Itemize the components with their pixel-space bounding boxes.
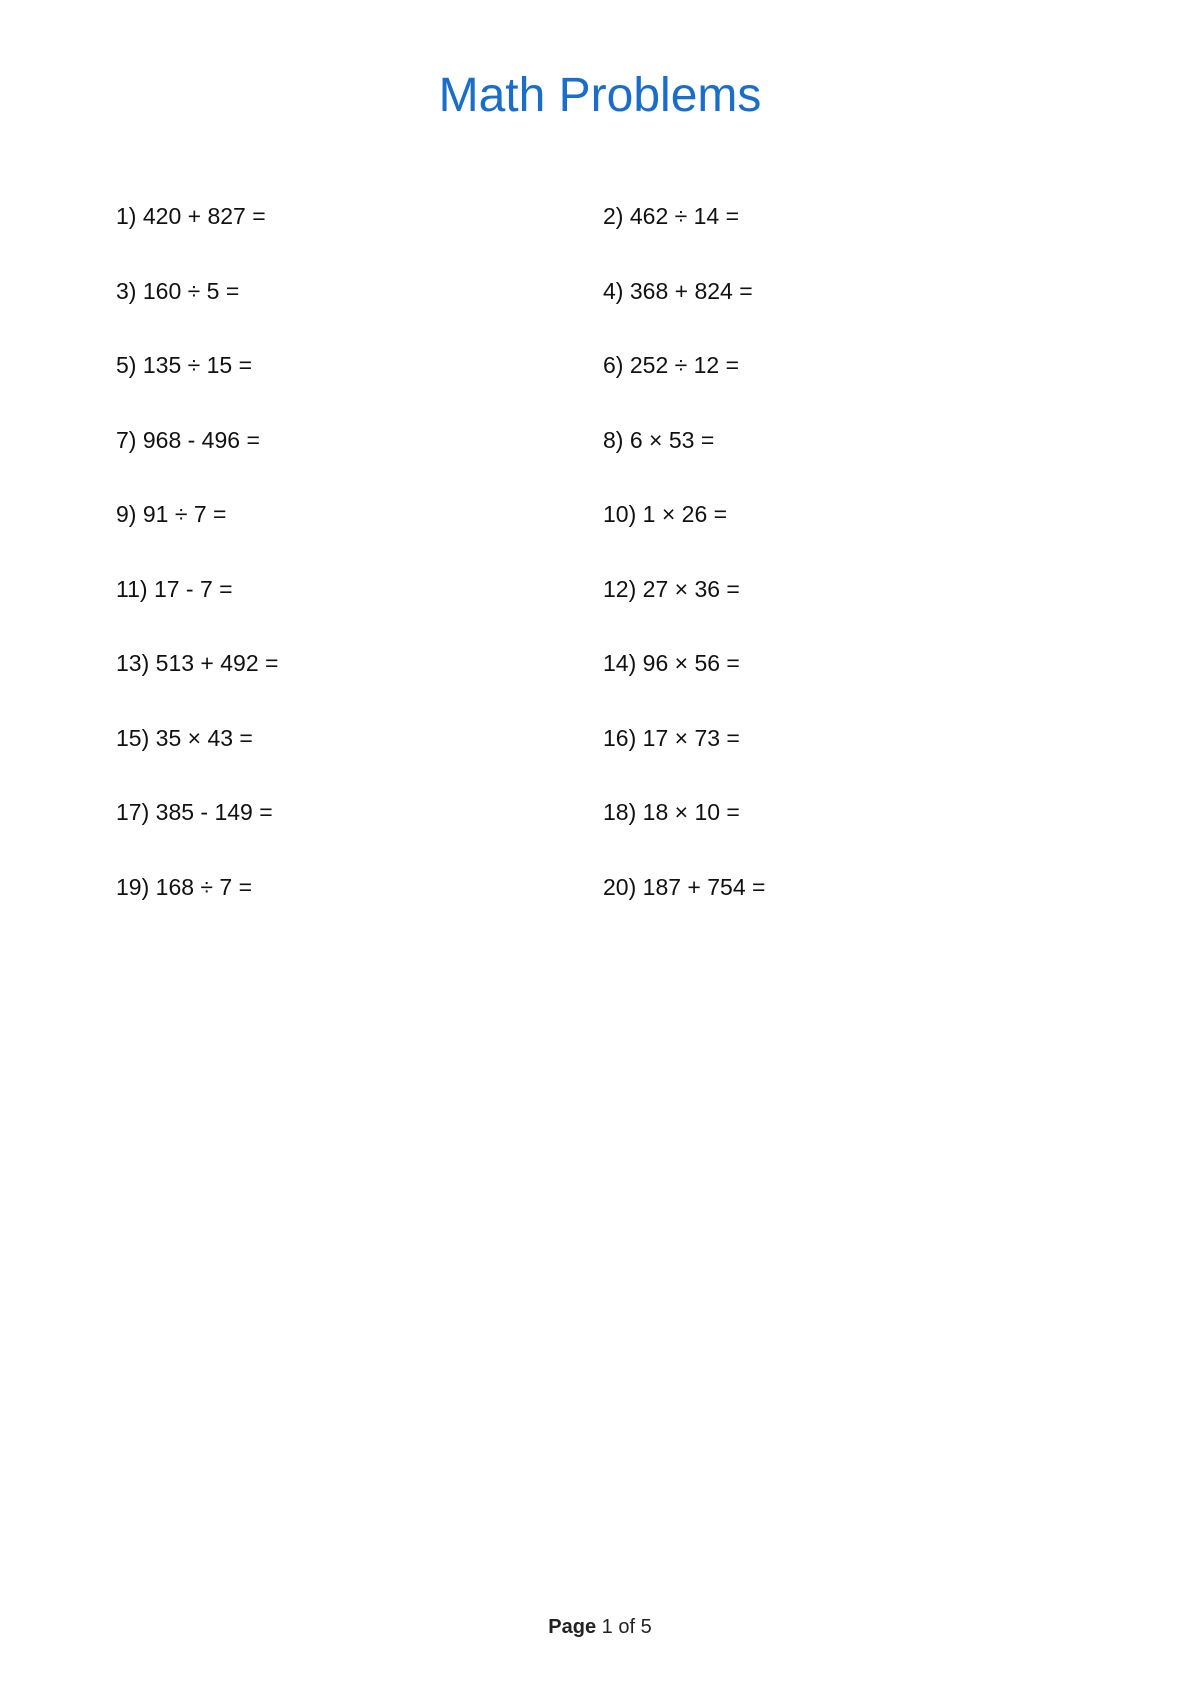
problem-item	[116, 722, 603, 797]
problem-item	[116, 871, 603, 946]
problem-number: 6 )	[603, 352, 630, 378]
problem-expression: 96 × 56 =	[642, 650, 740, 676]
problem-expression: 27 × 36 =	[642, 575, 740, 602]
problem-number: 4 )	[603, 278, 630, 304]
problem-list	[116, 200, 1116, 945]
problem-expression: 168 ÷ 7 =	[155, 873, 253, 900]
problem-expression: 513 + 492 =	[155, 650, 279, 676]
problem-number: 13 )	[116, 650, 156, 676]
page-title: Math Problems	[438, 69, 762, 122]
problem-number: 1 )	[116, 203, 143, 229]
problem-number: 9 )	[116, 501, 143, 527]
problem-item	[603, 871, 1090, 946]
problem-number: 10 )	[603, 501, 643, 527]
problem-expression: 968 - 496 =	[142, 426, 260, 453]
problem-item	[116, 275, 603, 350]
problem-item	[603, 722, 1090, 797]
problem-number: 15 )	[116, 725, 156, 751]
of-label: of	[618, 1616, 636, 1638]
problem-number: 14 )	[603, 650, 643, 676]
problem-item	[116, 424, 603, 499]
problem-number: 20 )	[603, 874, 643, 900]
problem-item	[116, 796, 603, 871]
problem-item	[116, 647, 603, 722]
page-label: Page	[548, 1616, 597, 1638]
problem-item	[603, 647, 1090, 722]
problem-number: 11 )	[116, 576, 154, 602]
total-pages-number: 5	[640, 1616, 652, 1638]
page-footer	[0, 1613, 1200, 1641]
problem-item	[603, 573, 1090, 648]
current-page-number: 1	[601, 1616, 613, 1638]
problem-expression: 35 × 43 =	[155, 724, 253, 751]
problem-item	[603, 349, 1090, 424]
problem-expression: 187 + 754 =	[642, 873, 766, 900]
problem-number: 19 )	[116, 874, 156, 900]
problem-number: 3 )	[116, 278, 143, 304]
problem-expression: 135 ÷ 15 =	[142, 352, 253, 378]
problem-number: 18 )	[603, 799, 643, 825]
problem-number: 12 )	[603, 576, 643, 602]
problem-number: 17 )	[116, 799, 156, 825]
problem-number: 7 )	[116, 427, 143, 453]
problem-number: 2 )	[603, 203, 630, 229]
problem-expression: 462 ÷ 14 =	[629, 203, 740, 229]
problem-item	[116, 498, 603, 573]
problem-expression: 160 ÷ 5 =	[142, 277, 240, 304]
problem-number: 5 )	[116, 352, 143, 378]
problem-expression: 6 × 53 =	[629, 426, 715, 453]
problem-expression: 368 + 824 =	[629, 277, 753, 304]
problem-expression: 18 × 10 =	[642, 799, 740, 825]
problem-number: 16 )	[603, 725, 643, 751]
problem-expression: 420 + 827 =	[142, 203, 266, 229]
problem-item	[116, 349, 603, 424]
problem-expression: 17 × 73 =	[642, 724, 740, 751]
problem-expression: 91 ÷ 7 =	[142, 501, 227, 527]
problem-expression: 17 - 7 =	[153, 575, 233, 602]
problem-item	[116, 573, 603, 648]
problem-number: 8 )	[603, 427, 630, 453]
problem-item	[603, 275, 1090, 350]
problem-expression: 252 ÷ 12 =	[629, 352, 740, 378]
problem-item	[603, 200, 1090, 275]
problem-expression: 385 - 149 =	[155, 799, 273, 825]
problem-item	[603, 424, 1090, 499]
problem-item	[603, 796, 1090, 871]
problem-expression: 1 × 26 =	[642, 501, 728, 527]
problem-item	[603, 498, 1090, 573]
problem-item	[116, 200, 603, 275]
